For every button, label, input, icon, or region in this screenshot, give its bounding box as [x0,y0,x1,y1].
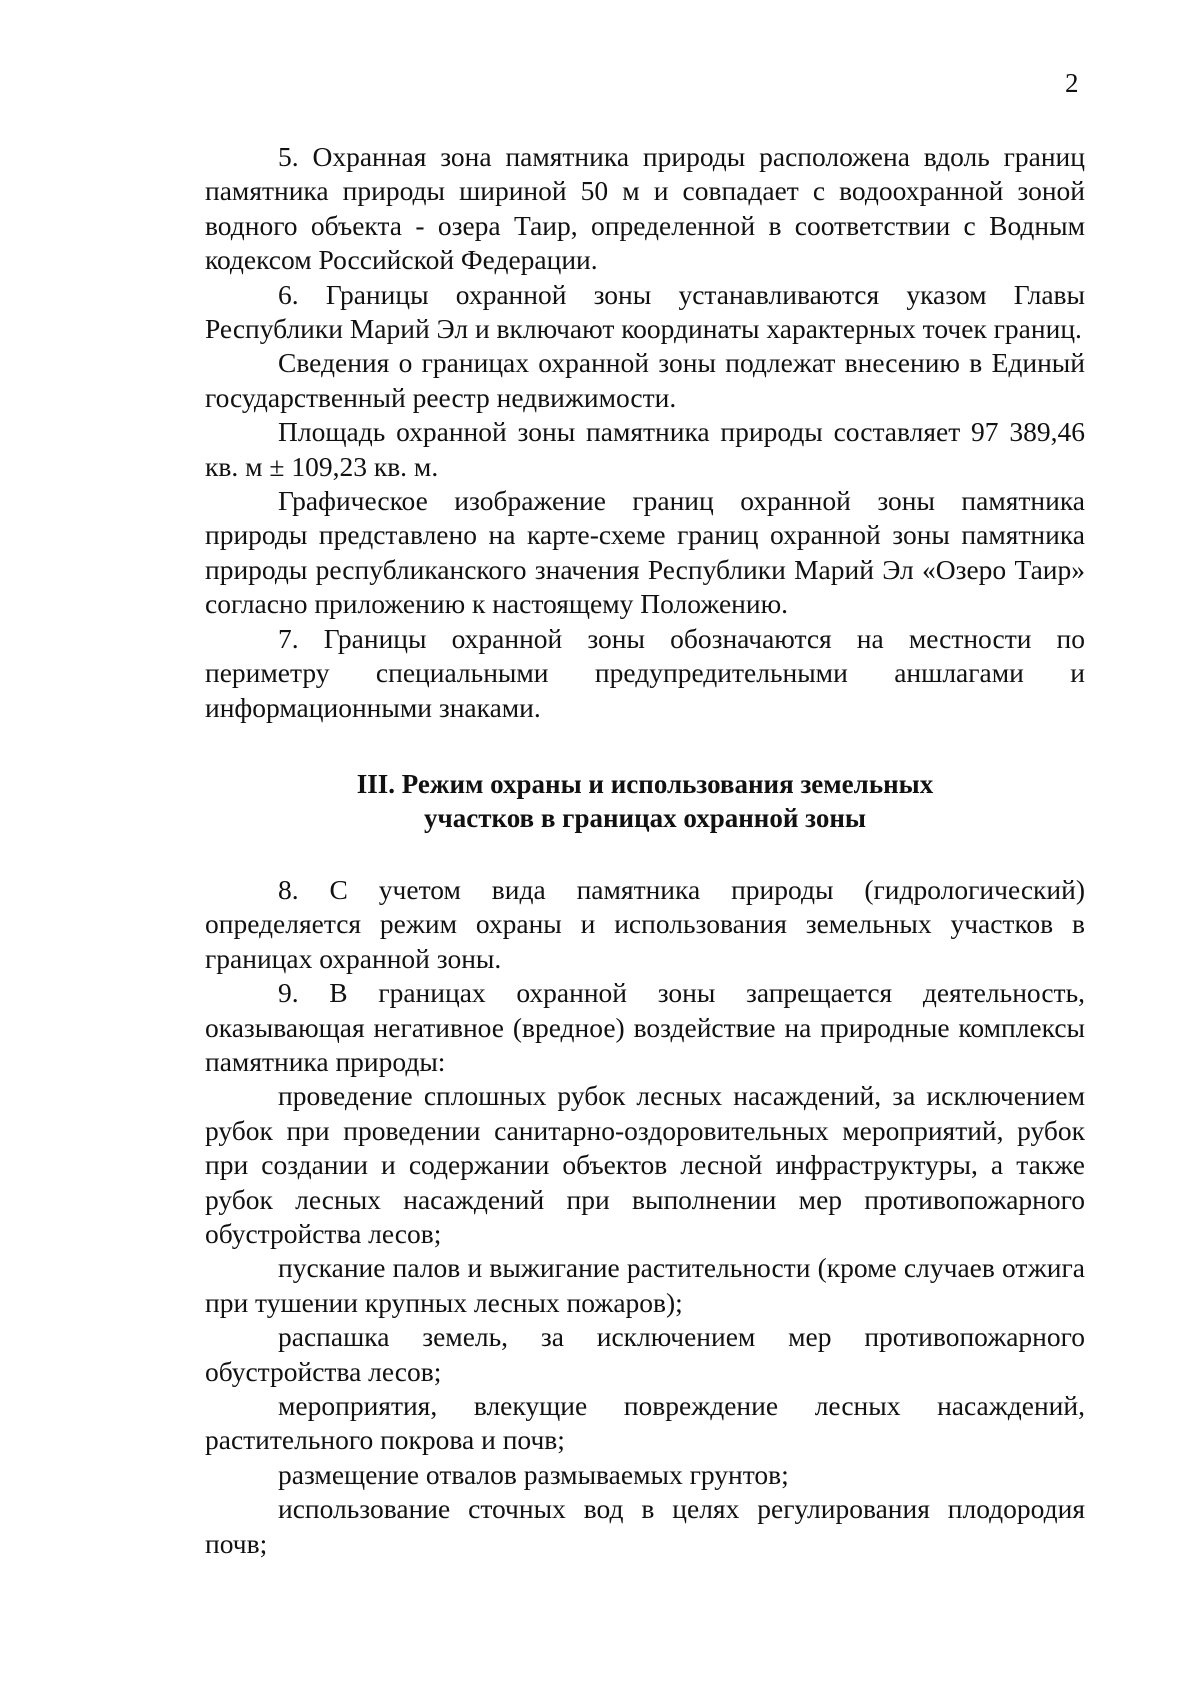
page-number: 2 [1065,68,1079,98]
section-heading-line-2: участков в границах охранной зоны [424,802,866,833]
paragraph-7: 7. Границы охранной зоны обозначаются на местности по периметру специальными предупредительными аншлагами и информационными знаками. [205,622,1085,723]
prohibition-item-dumps: размещение отвалов размываемых грунтов; [278,1458,789,1490]
section-heading [205,767,1085,835]
paragraph-9: 9. В границах охранной зоны запрещается деятельность, оказывающая негативное (вредное) воздействие на природные комплексы памятника природы: [205,977,1085,1077]
prohibition-item-burning: пускание палов и выжигание растительности (кроме случаев отжига при тушении крупных лесных пожаров); [205,1252,1085,1318]
prohibition-item-logging: проведение сплошных рубок лесных насаждений, за исключением рубок при проведении санитарно-оздоровительных мероприятий, рубок при создании и содержании объектов лесной инфраструктуры, а также рубок лесных насаждений при выполнении мер противопожарного обустройства лесов; [205,1080,1085,1249]
prohibition-item-wastewater: использование сточных вод в целях регулирования плодородия почв; [205,1493,1085,1559]
paragraph-registry-info: Сведения о границах охранной зоны подлежат внесению в Единый государственный реестр недвижимости. [205,347,1085,413]
prohibition-item-plowing: распашка земель, за исключением мер противопожарного обустройства лесов; [205,1321,1085,1387]
paragraph-graphic-map: Графическое изображение границ охранной зоны памятника природы представлено на карте-схеме границ охранной зоны памятника природы республиканского значения Республики Марий Эл «Озеро Таир» согласно приложению к настоящему Положению. [205,485,1085,620]
prohibition-item-damage: мероприятия, влекущие повреждение лесных насаждений, растительного покрова и почв; [205,1390,1085,1456]
document-body [205,140,1085,1561]
paragraph-zone-area: Площадь охранной зоны памятника природы составляет 97 389,46 кв. м ± 109,23 кв. м. [205,416,1085,482]
paragraph-8: 8. С учетом вида памятника природы (гидрологический) определяется режим охраны и использования земельных участков в границах охранной зоны. [205,873,1085,974]
paragraph-5: 5. Охранная зона памятника природы расположена вдоль границ памятника природы шириной 50 м и совпадает с водоохранной зоной водного объекта - озера Таир, определенной в соответствии с Водным кодексом Российской Федерации. [205,141,1085,276]
section-heading-line-1: III. Режим охраны и использования земельных [356,768,934,799]
paragraph-6: 6. Границы охранной зоны устанавливаются указом Главы Республики Марий Эл и включают координаты характерных точек границ. [205,278,1085,345]
